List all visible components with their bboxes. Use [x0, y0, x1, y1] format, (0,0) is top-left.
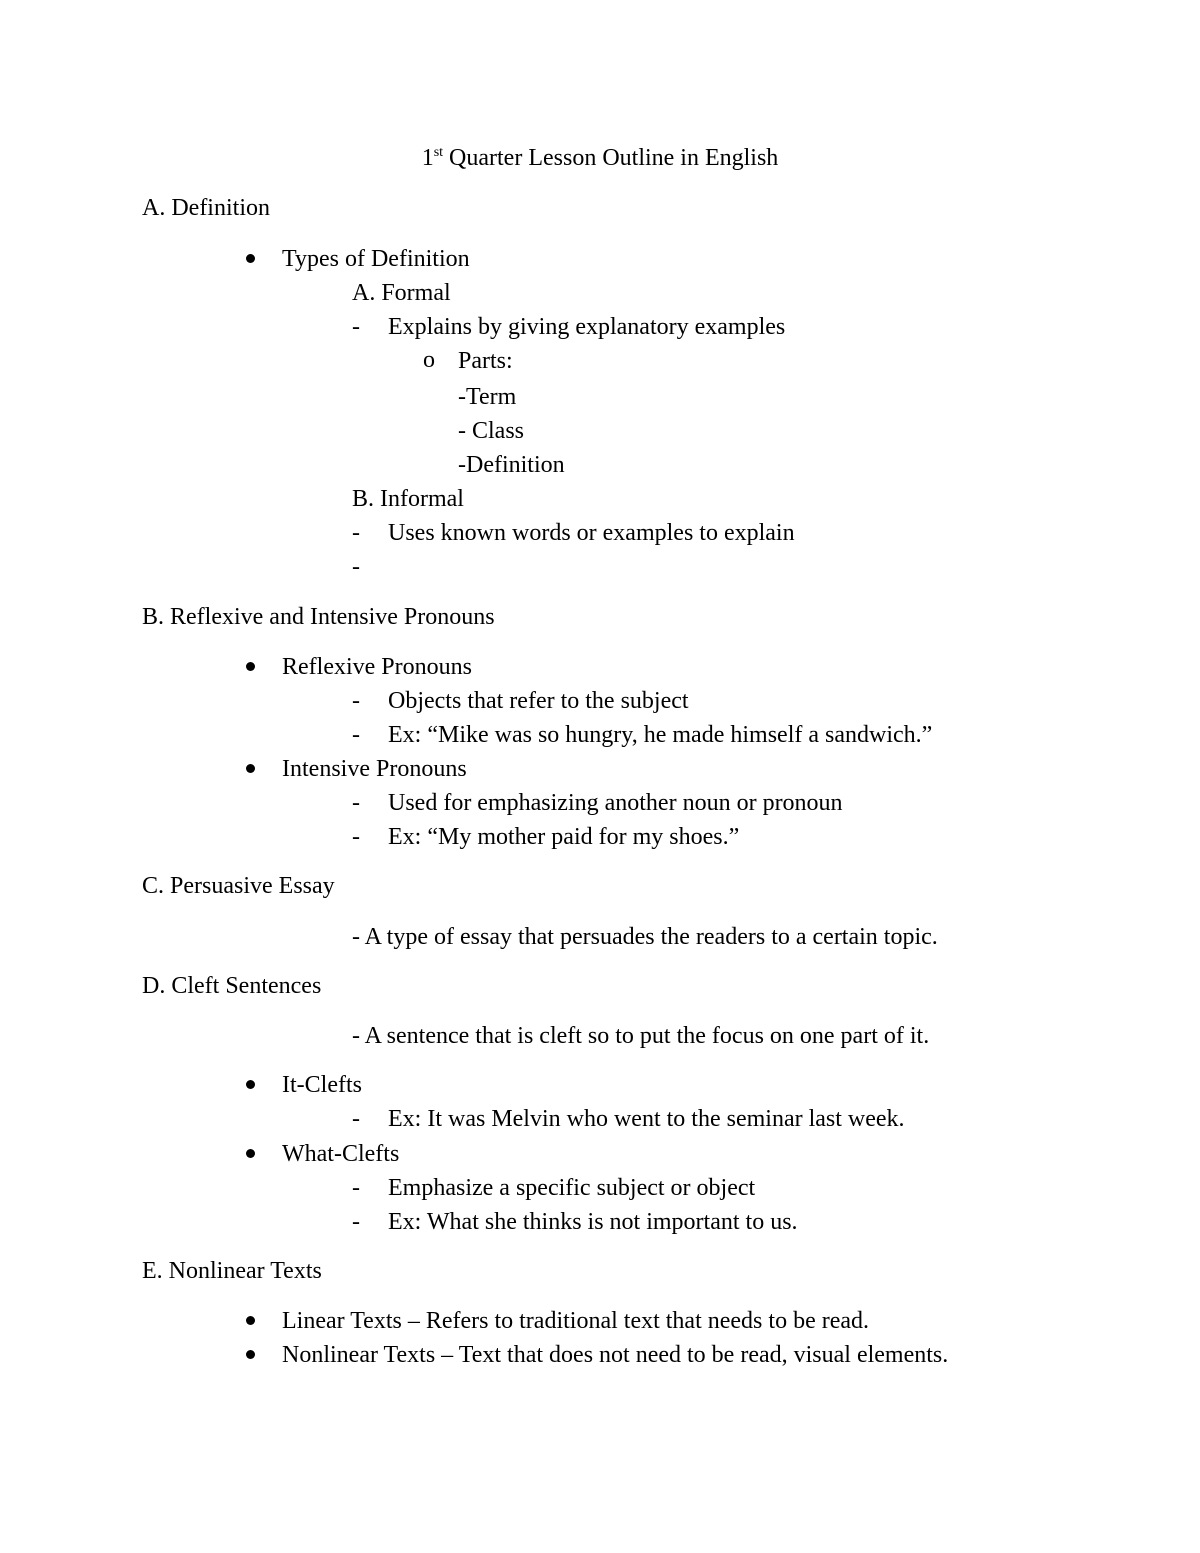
title-text: Quarter Lesson Outline in English	[443, 145, 779, 171]
section-e-bullet-linear: Linear Texts – Refers to traditional text that needs to be read.	[282, 1308, 870, 1334]
section-d-bullet-what-clefts: What-Clefts	[282, 1141, 400, 1167]
bullet-icon	[246, 1350, 255, 1359]
bullet-icon	[246, 1149, 255, 1158]
bullet-icon	[246, 254, 255, 263]
bullet-icon	[246, 1316, 255, 1325]
title-ordinal-suffix: st	[433, 145, 444, 160]
section-b-bullet-reflexive: Reflexive Pronouns	[282, 654, 472, 680]
section-e-bullet-nonlinear: Nonlinear Texts – Text that does not need to be read, visual elements.	[282, 1342, 949, 1368]
section-a-parts: Parts:	[458, 348, 513, 374]
section-a-part-class: - Class	[458, 418, 524, 444]
section-c-heading: C. Persuasive Essay	[142, 873, 335, 899]
section-a-formal-item: Explains by giving explanatory examples	[388, 314, 786, 340]
dash-marker: -	[352, 824, 360, 850]
dash-marker: -	[352, 688, 360, 714]
dash-marker: -	[352, 790, 360, 816]
dash-marker: -	[352, 1106, 360, 1132]
circle-bullet-icon: o	[423, 347, 435, 373]
section-d-it-clefts-item: Ex: It was Melvin who went to the seminar last week.	[388, 1106, 905, 1132]
dash-marker: -	[352, 554, 360, 580]
section-a-informal-item: Uses known words or examples to explain	[388, 520, 795, 546]
section-a-formal: A. Formal	[352, 280, 451, 306]
section-a-part-term: -Term	[458, 384, 517, 410]
dash-marker: -	[352, 722, 360, 748]
section-d-heading: D. Cleft Sentences	[142, 973, 322, 999]
dash-marker: -	[352, 1209, 360, 1235]
dash-marker: -	[352, 314, 360, 340]
section-a-bullet-types: Types of Definition	[282, 246, 470, 272]
section-b-intensive-item1: Used for emphasizing another noun or pronoun	[388, 790, 843, 816]
section-a-informal: B. Informal	[352, 486, 464, 512]
section-c-text: - A type of essay that persuades the readers to a certain topic.	[352, 924, 938, 950]
section-d-what-clefts-item2: Ex: What she thinks is not important to us.	[388, 1209, 798, 1235]
section-e-heading: E. Nonlinear Texts	[142, 1258, 322, 1284]
bullet-icon	[246, 1080, 255, 1089]
dash-marker: -	[352, 520, 360, 546]
bullet-icon	[246, 662, 255, 671]
section-b-reflexive-item2: Ex: “Mike was so hungry, he made himself a sandwich.”	[388, 722, 933, 748]
section-d-what-clefts-item1: Emphasize a specific subject or object	[388, 1175, 756, 1201]
title-number: 1	[421, 145, 434, 171]
section-d-text: - A sentence that is cleft so to put the focus on one part of it.	[352, 1023, 930, 1049]
bullet-icon	[246, 764, 255, 773]
section-a-heading: A. Definition	[142, 195, 270, 221]
section-b-heading: B. Reflexive and Intensive Pronouns	[142, 604, 495, 630]
section-b-reflexive-item1: Objects that refer to the subject	[388, 688, 689, 714]
section-b-bullet-intensive: Intensive Pronouns	[282, 756, 467, 782]
page-title	[0, 146, 1200, 170]
section-a-part-definition: -Definition	[458, 452, 565, 478]
section-b-intensive-item2: Ex: “My mother paid for my shoes.”	[388, 824, 740, 850]
dash-marker: -	[352, 1175, 360, 1201]
section-d-bullet-it-clefts: It-Clefts	[282, 1072, 362, 1098]
